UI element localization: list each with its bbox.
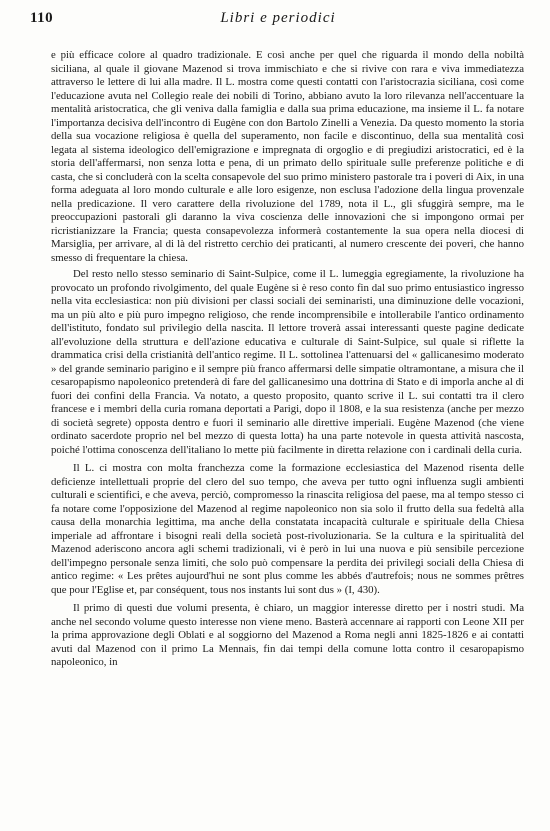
article-body <box>51 49 524 670</box>
paragraph: Il L. ci mostra con molta franchezza come la formazione ecclesiastica del Mazenod risenta delle deficienze intellettuali proprie del clero del suo tempo, che aveva per tutto ogni influenza sugli ambienti culturali e scientifici, e che aveva, perciò, compromesso la rinascita religiosa del paese, ma al tempo stesso ci fa notare come l'opposizione del Mazenod al regime napoleonico non sia solo il frutto della sua fedeltà alla causa della monarchia legittima, ma anche della constatata incapacità culturale e spirituale della Chiesa imperiale ad affrontare i bisogni reali della società post-rivoluzionaria. Se la cultura e la spiritualità del Mazenod aderiscono ancora agli schemi tradizionali, vi è però in lui una nuova e più sensibile percezione dell'impegno personale senza limiti, che solo può compensare la perdita dei privilegi sociali della Chiesa di antico regime: « Les prêtes aujourd'hui ne sont plus comme les abbés d'autrefois; nous ne sommes prêtres que pour l'Eglise et, par conséquent, tous nos instants lui sont dus » (I, 430). <box>51 462 524 596</box>
page-header <box>30 10 526 32</box>
paragraph: Del resto nello stesso seminario di Saint-Sulpice, come il L. lumeggia egregiamente, la rivoluzione ha provocato un profondo rivolgimento, del quale Eugène si è reso conto fin dal suo primo entusiastico ingresso nella vita ecclesiastica: non più divisioni per classi sociali dei seminaristi, una diminuzione delle vocazioni, ma un più alto e più puro impegno religioso, che rende incomprensibile e intollerabile l'antico ordinamento dell'istituto, fondato sul privilegio della nascita. Il lettore troverà assai interessanti queste pagine dedicate all'evoluzione della struttura e dell'azione educativa e culturale di Saint-Sulpice, sul quale si riflette la drammatica crisi della cristianità dell'antico regime. Il L. sottolinea l'attenuarsi del « gallicanesimo moderato » del grande seminario parigino e il sempre più franco affermarsi delle simpatie oltramontane, a misura che il cesaropapismo napoleonico pretenderà di fare del gallicanesimo una dottrina di Stato e di imporla anche al di fuori dei confini della Francia. Va notato, a questo proposito, quanto scrive il L. sui contatti tra il clero francese e i membri della curia romana deportati a Parigi, dopo il 1808, e la sua resistenza (anche per mezzo di società segrete) opposta dentro e fuori il seminario alle direttive imperiali. Eugène Mazenod (che viene ordinato sacerdote proprio nel bel mezzo di questa lotta) ha una parte notevole in questa attività nascosta, poiché l'ottima conoscenza dell'italiano lo mette più facilmente in diretta relazione con i cardinali della curia. <box>51 268 524 456</box>
running-title: Libri e periodici <box>220 10 336 26</box>
paragraph: Il primo di questi due volumi presenta, è chiaro, un maggior interesse diretto per i nostri studi. Ma anche nel secondo volume questo interesse non viene meno. Basterà accennare ai rapporti con Leone XII per la prima approvazione degli Oblati e al soggiorno del Mazenod a Roma negli anni 1825-1826 e ai contatti avuti dal Mazenod con il primo La Mennais, fin dai tempi della comune lotta contro il cesaropapismo napoleonico, in <box>51 602 524 668</box>
page-number: 110 <box>30 10 54 26</box>
paragraph: e più efficace colore al quadro tradizionale. E così anche per quel che riguarda il mondo della nobiltà siciliana, al quale il giovane Mazenod si trova immischiato e che si rivive con rara e viva immediatezza attraverso le lettere di lui alla madre. Il L. mostra come questi contatti con l'aristocrazia siciliana, così come l'educazione avuta nel Collegio reale dei nobili di Torino, abbiano avuto la loro rilevanza nell'accentuare la mentalità aristocratica, che gli veniva dalla famiglia e dalla sua prima educazione, ma insieme il L. fa notare l'importanza decisiva dell'incontro di Eugène con don Bartolo Zinelli a Venezia. Da questo momento la storia della sua vocazione religiosa è quella del superamento, non facile e discontinuo, della sua mentalità così legata al sistema ideologico dell'emigrazione e impregnata di orgoglio e di pregiudizi aristocratici, ed è la storia dell'affermarsi, non senza lotta e pena, di un primato dello spirituale sulle preferenze politiche e di casta, che si concluderà con la scelta consapevole del suo primo ministero pastorale tra i poveri di Aix, in una forma adeguata al loro mondo culturale e alle loro esigenze, non esclusa l'adozione della lingua provenzale nella predicazione. Il vero carattere della rivoluzione del 1789, nota il L., gli sfuggirà sempre, ma le preoccupazioni pastorali gli daranno la viva coscienza delle innovazioni che si impongono ormai per ricristianizzare la Francia; questa consapevolezza informerà costantemente la sua opera nella diocesi di Marsiglia, per arrivare, al di là del ristretto cerchio dei praticanti, al numero crescente dei poveri, che hanno smesso di frequentare la chiesa. <box>51 49 524 264</box>
